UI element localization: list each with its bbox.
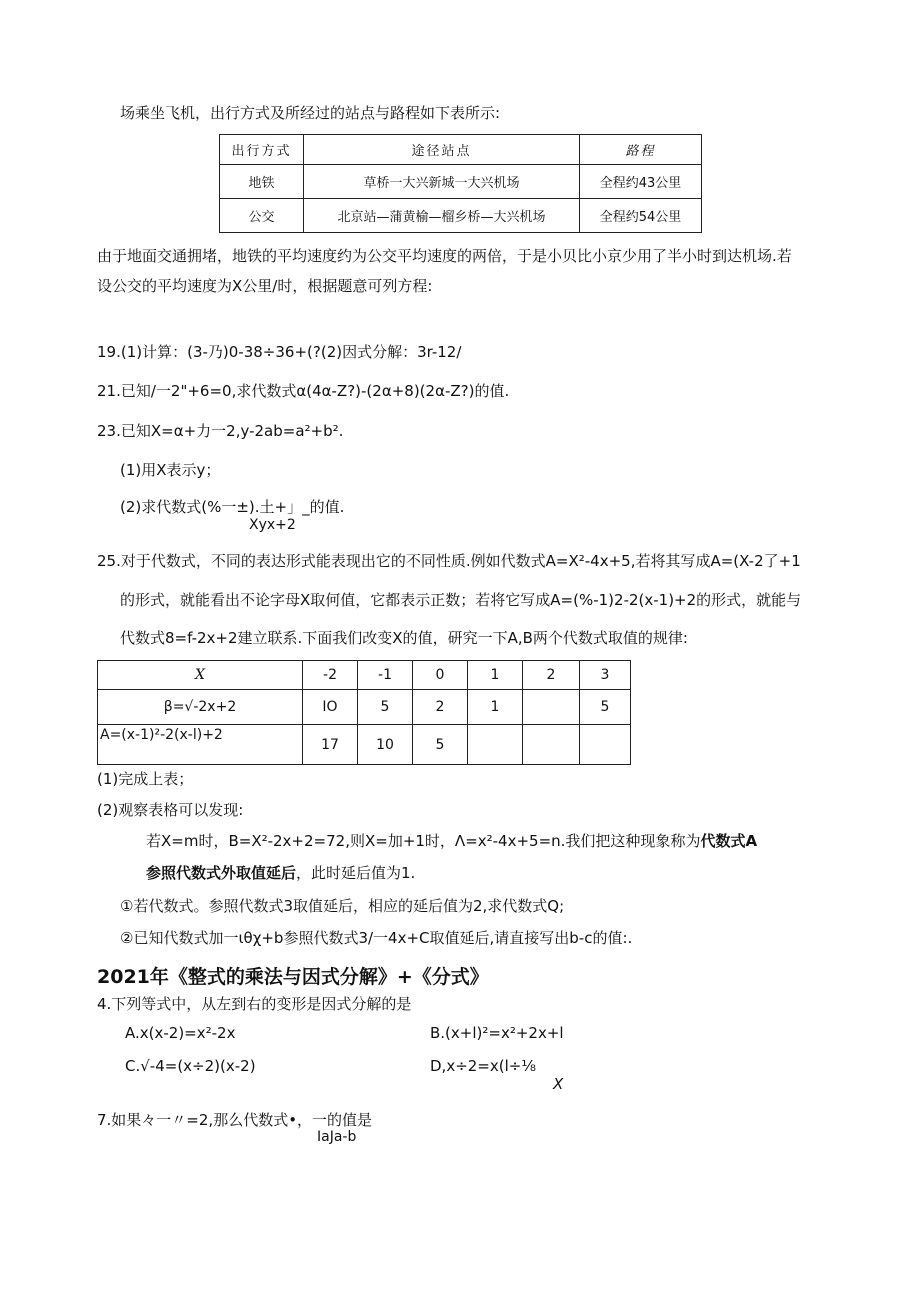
- value-cell: -1: [358, 661, 413, 690]
- question-4: 4.下列等式中，从左到右的变形是因式分解的是: [97, 995, 412, 1013]
- value-cell: 5: [580, 690, 631, 725]
- route-header-mode: 出行方式: [220, 135, 304, 165]
- route-cell: 全程约54公里: [580, 199, 702, 233]
- value-cell: [523, 725, 580, 765]
- value-cell: IO: [303, 690, 358, 725]
- observation-line: [146, 863, 415, 883]
- route-cell: 公交: [220, 199, 304, 233]
- route-cell: 地铁: [220, 165, 304, 199]
- value-cell: 1: [468, 661, 523, 690]
- route-cell: 全程约43公里: [580, 165, 702, 199]
- choice-d-denominator: X: [553, 1075, 564, 1093]
- value-cell: [468, 725, 523, 765]
- fraction-denominators: Xyx+2: [249, 517, 296, 533]
- value-cell: 0: [413, 661, 468, 690]
- value-table: [97, 660, 631, 765]
- question-19: 19.(1)计算：(3-乃)0-38÷36+(?(2)因式分解：3r-12∕: [97, 343, 462, 361]
- section-title: 2021年《整式的乘法与因式分解》+《分式》: [97, 966, 489, 988]
- question-25-part-1: (1)完成上表；: [97, 770, 194, 788]
- value-cell: [523, 690, 580, 725]
- route-table: [219, 134, 702, 233]
- value-table-row-a: [98, 725, 631, 765]
- value-cell: 2: [523, 661, 580, 690]
- question-21: 21.已知/一2"+6=0,求代数式α(4α-Z?)-(2α+8)(2α-Z?)的值.: [97, 382, 510, 400]
- route-header-distance: 路程: [580, 135, 702, 165]
- question-25-part-2: (2)观察表格可以发现:: [97, 801, 244, 819]
- question-25-line: 代数式8=f-2x+2建立联系.下面我们改变X的值，研究一下A,B两个代数式取值的规律:: [120, 629, 688, 647]
- route-header-stations: 途径站点: [304, 135, 580, 165]
- intro-text: 场乘坐飞机，出行方式及所经过的站点与路程如下表所示:: [120, 104, 501, 122]
- value-cell: 1: [468, 690, 523, 725]
- question-25-sub-1: ①若代数式。参照代数式3取值延后，相应的延后值为2,求代数式Q;: [120, 897, 565, 915]
- question-25-sub-2: ②已知代数式加一ιθχ+b参照代数式3/一4x+C取值延后,请直接写出b-c的值:.: [120, 929, 633, 947]
- question-25-line: 25.对于代数式，不同的表达形式能表现出它的不同性质.例如代数式A=X²-4x+5,若将其写成A=(X-2了+1: [97, 552, 801, 570]
- question-23-part-2: (2)求代数式(%一±).土+」_的值.: [120, 498, 345, 516]
- value-table-header: [98, 661, 631, 690]
- value-cell: [580, 725, 631, 765]
- route-table-header: [220, 135, 702, 165]
- question-23: 23.已知X=α+力一2,y-2ab=a²+b².: [97, 422, 344, 440]
- route-row-subway: [220, 165, 702, 199]
- value-cell: 17: [303, 725, 358, 765]
- choice-d: D,x÷2=x(l÷⅛: [430, 1057, 536, 1075]
- choice-c: C.√-4=(x÷2)(x-2): [125, 1057, 256, 1075]
- observation-text: 若X=m时，B=X²-2x+2=72,则X=加+1时，Λ=x²-4x+5=n.我们把这种现象称为: [146, 832, 701, 850]
- choice-a: A.x(x-2)=x²-2x: [125, 1024, 236, 1042]
- paragraph-line: 设公交的平均速度为X公里/时，根据题意可列方程:: [97, 277, 433, 295]
- value-table-row-b: [98, 690, 631, 725]
- observation-text: ，此时延后值为1.: [296, 864, 416, 882]
- route-row-bus: [220, 199, 702, 233]
- value-cell: 3: [580, 661, 631, 690]
- value-cell: β=√-2x+2: [98, 690, 303, 725]
- route-cell: 草桥一大兴新城一大兴机场: [304, 165, 580, 199]
- value-cell: A=(x-1)²-2(x-l)+2: [98, 725, 303, 765]
- question-7: 7.如果々一〃=2,那么代数式•，一的值是: [97, 1111, 373, 1129]
- route-cell: 北京站—蒲黄榆—榴乡桥—大兴机场: [304, 199, 580, 233]
- question-23-part-1: (1)用X表示y；: [120, 461, 221, 479]
- choice-b: B.(x+l)²=x²+2x+l: [430, 1024, 564, 1042]
- observation-emphasis: 参照代数式外取值延后: [146, 864, 297, 882]
- fraction-denominators: IaJa-b: [317, 1129, 357, 1145]
- paragraph-line: 由于地面交通拥堵，地铁的平均速度约为公交平均速度的两倍，于是小贝比小京少用了半小时到达机场.若: [97, 247, 792, 265]
- value-cell: 5: [413, 725, 468, 765]
- value-cell: 2: [413, 690, 468, 725]
- value-cell: 5: [358, 690, 413, 725]
- observation-emphasis: 代数式A: [700, 832, 758, 850]
- value-cell: X: [98, 661, 303, 690]
- value-cell: 10: [358, 725, 413, 765]
- value-cell: -2: [303, 661, 358, 690]
- question-25-line: 的形式，就能看出不论字母X取何值，它都表示正数；若将它写成A=(%-1)2-2(x-1)+2的形式，就能与: [120, 591, 802, 609]
- observation-line: [146, 831, 757, 851]
